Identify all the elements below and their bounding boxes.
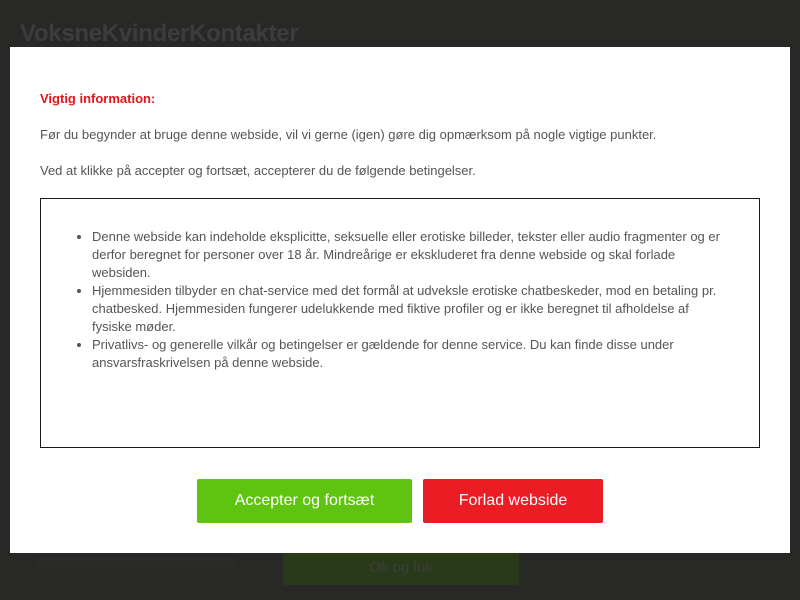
modal-intro-text: Før du begynder at bruge denne webside, vil vi gerne (igen) gøre dig opmærksom på nogle vigtige punkter. <box>40 127 657 142</box>
cookie-ok-button: Ok og luk <box>283 551 519 585</box>
modal-heading: Vigtig information: <box>40 91 156 106</box>
accept-continue-button[interactable]: Accepter og fortsæt <box>197 479 412 523</box>
age-warning-modal <box>10 47 790 553</box>
leave-website-button[interactable]: Forlad webside <box>423 479 603 523</box>
modal-actions <box>10 479 790 523</box>
site-title: VoksneKvinderKontakter <box>20 20 299 47</box>
terms-item-adult-content: • Denne webside kan indeholde eksplicitte, seksuelle eller erotiske billeder, tekster eller audio fragmenter og er derfor beregnet for personer over 18 år. Mindreårige er ekskluderet fra denne webside og skal forlade websiden. <box>92 228 729 282</box>
terms-item-chat-service: • Hjemmesiden tilbyder en chat-service med det formål at udveksle erotiske chatbeskeder, mod en betaling pr. chatbesked. Hjemmesiden fungerer udelukkende med fiktive profiler og er ikke beregnet til afholdelse af fysiske møder. <box>92 282 729 336</box>
terms-box <box>40 198 760 448</box>
modal-consent-text: Ved at klikke på accepter og fortsæt, accepterer du de følgende betingelser. <box>40 163 476 178</box>
terms-list <box>71 228 729 372</box>
terms-item-privacy: • Privatlivs- og generelle vilkår og betingelser er gældende for denne service. Du kan finde disse under ansvarsfraskrivelsen på denne webside. <box>92 336 729 372</box>
